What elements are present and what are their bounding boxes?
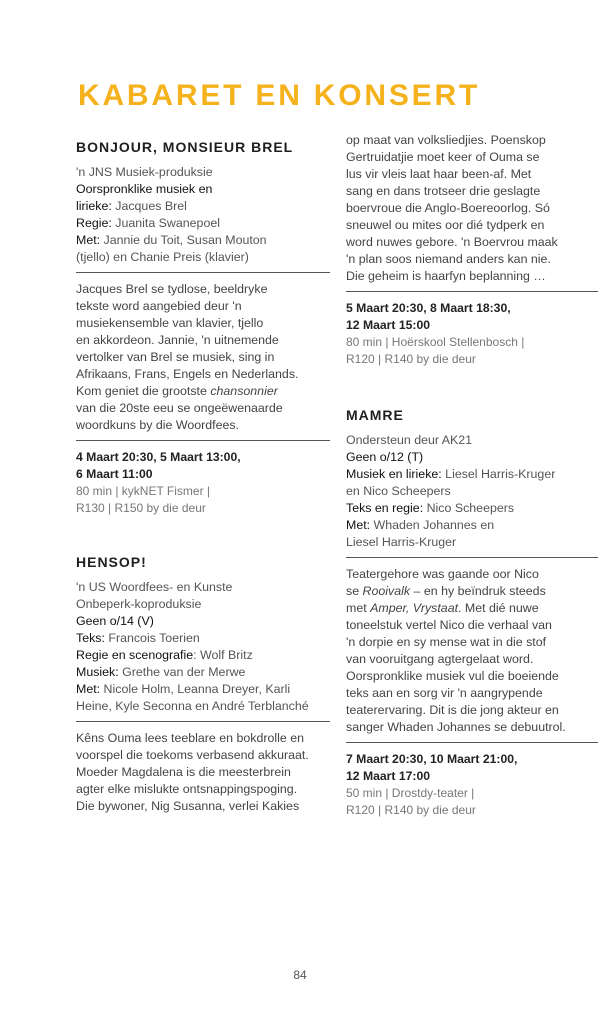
divider [346,291,598,292]
credit-label: Teks: [76,631,109,645]
divider [76,440,330,441]
performance-dates [346,751,598,785]
divider [346,742,598,743]
desc-line: vertolker van Brel se musiek, sing in [76,350,275,364]
show-hensop [76,553,330,815]
date-line: 6 Maart 11:00 [76,467,153,481]
venue-line: 80 min | Hoërskool Stellenbosch | [346,335,525,349]
age-restriction: Geen o/12 (T) [346,450,424,464]
desc-line: Afrikaans, Frans, Engels en Nederlands. [76,367,299,381]
show-title: HENSOP! [76,554,147,570]
credit-value: Liesel Harris-Kruger [445,467,556,481]
credit-label: Met: [346,518,374,532]
price-line: R130 | R150 by die deur [76,501,206,515]
description [346,566,598,736]
date-line: 7 Maart 20:30, 10 Maart 21:00, [346,752,518,766]
desc-line: van vooruitgang agtergelaat word. [346,652,534,666]
desc-line: op maat van volksliedjies. Poenskop [346,133,546,147]
desc-line: en akkordeon. Jannie, 'n uitnemende [76,333,279,347]
date-line: 12 Maart 15:00 [346,318,431,332]
desc-line: Teatergehore was gaande oor Nico [346,567,539,581]
desc-line: van die 20ste eeu se ongeëwenaarde [76,401,283,415]
venue-info [346,334,598,368]
page-number: 84 [293,968,307,982]
credit-label: Musiek en lirieke: [346,467,446,481]
credits [346,432,598,551]
desc-line: woordkuns by die Woordfees. [76,418,240,432]
producer: 'n JNS Musiek-produksie [76,165,213,179]
venue-info [346,785,598,819]
desc-italic: Amper, Vrystaat [370,601,459,615]
desc-line: Kêns Ouma lees teeblare en bokdrolle en [76,731,304,745]
desc-line: 'n dorpie en sy mense wat in die stof [346,635,547,649]
desc-italic: chansonnier [210,384,278,398]
date-line: 5 Maart 20:30, 8 Maart 18:30, [346,301,511,315]
show-title: MAMRE [346,407,404,423]
desc-text: se [346,584,363,598]
desc-line: Gertruidatjie moet keer of Ouma se [346,150,540,164]
date-line: 12 Maart 17:00 [346,769,431,783]
desc-line: 'n plan soos niemand anders kan nie. [346,252,551,266]
left-column [76,138,330,851]
show-bonjour-monsieur-brel [76,138,330,517]
desc-line: lus vir vleis laat haar been-af. Met [346,167,532,181]
credit-value: Whaden Johannes en [373,518,495,532]
right-column [346,132,598,855]
credit-value: Francois Toerien [108,631,200,645]
divider [346,557,598,558]
desc-italic: Rooivalk [362,584,411,598]
description [76,281,330,434]
producer: Ondersteun deur AK21 [346,433,473,447]
performance-dates [76,449,330,483]
desc-line: sneuwel ou mites oor dié tydperk en [346,218,545,232]
venue-line: 80 min | kykNET Fismer | [76,484,211,498]
venue-line: 50 min | Drostdy-teater | [346,786,475,800]
credit-label: Teks en regie: [346,501,427,515]
credit-value: Jacques Brel [115,199,187,213]
producer: 'n US Woordfees- en Kunste [76,580,233,594]
credit-value: Grethe van der Merwe [122,665,246,679]
credit-value: Jannie du Toit, Susan Mouton [103,233,267,247]
credits [76,164,330,266]
desc-line: Moeder Magdalena is die meesterbrein [76,765,291,779]
description [76,730,330,815]
venue-info [76,483,330,517]
date-line: 4 Maart 20:30, 5 Maart 13:00, [76,450,241,464]
desc-line: Kom geniet die grootste [76,384,211,398]
page-heading: KABARET EN KONSERT [78,79,481,112]
desc-line: Die geheim is haarfyn beplanning … [346,269,546,283]
description-continued [346,132,598,285]
credit-label: Musiek: [76,665,123,679]
desc-line: sang en dans trotseer drie geslagte [346,184,541,198]
credit-label: lirieke: [76,199,116,213]
credit-value: Nico Scheepers [426,501,515,515]
price-line: R120 | R140 by die deur [346,803,476,817]
credit-value: (tjello) en Chanie Preis (klavier) [76,250,249,264]
age-restriction: Geen o/14 (V) [76,614,154,628]
desc-line: word nuwes gebore. 'n Boervrou maak [346,235,558,249]
credit-value: Heine, Kyle Seconna en André Terblanché [76,699,309,713]
credit-value: Liesel Harris-Kruger [346,535,457,549]
desc-text: . Met dié nuwe [458,601,539,615]
price-line: R120 | R140 by die deur [346,352,476,366]
show-title: BONJOUR, MONSIEUR BREL [76,139,294,155]
desc-line: tekste word aangebied deur 'n [76,299,242,313]
credit-value: Nicole Holm, Leanna Dreyer, Karli [103,682,291,696]
credit-label: Regie en scenografie [76,648,194,662]
credit-label: Oorspronklike musiek en [76,182,213,196]
desc-line: voorspel die toekoms verbasend akkuraat. [76,748,309,762]
divider [76,721,330,722]
show-mamre [346,406,598,819]
producer: Onbeperk-koproduksie [76,597,202,611]
desc-line: boervroue die Anglo-Boereoorlog. Só [346,201,550,215]
desc-line: toneelstuk vertel Nico die verhaal van [346,618,552,632]
desc-text: met [346,601,371,615]
divider [76,272,330,273]
credit-value: : Wolf Britz [193,648,253,662]
credit-label: Regie: [76,216,116,230]
credits [76,579,330,715]
desc-line: musiekensemble van klavier, tjello [76,316,264,330]
desc-line: Oorspronklike musiek vul die boeiende [346,669,559,683]
desc-text: – en hy beïndruk steeds [410,584,546,598]
desc-line: Die bywoner, Nig Susanna, verlei Kakies [76,799,300,813]
desc-line: teks aan en sorg vir 'n aangrypende [346,686,543,700]
desc-line: sanger Whaden Johannes se debuutrol. [346,720,566,734]
desc-line: teaterervaring. Dit is die jong akteur en [346,703,559,717]
show-hensop-continued [346,132,598,368]
desc-line: agter elke mislukte ontsnappingspoging. [76,782,298,796]
performance-dates [346,300,598,334]
credit-value: Juanita Swanepoel [115,216,220,230]
desc-line: Jacques Brel se tydlose, beeldryke [76,282,268,296]
credit-label: Met: [76,233,104,247]
credit-label: Met: [76,682,104,696]
credit-value: en Nico Scheepers [346,484,451,498]
